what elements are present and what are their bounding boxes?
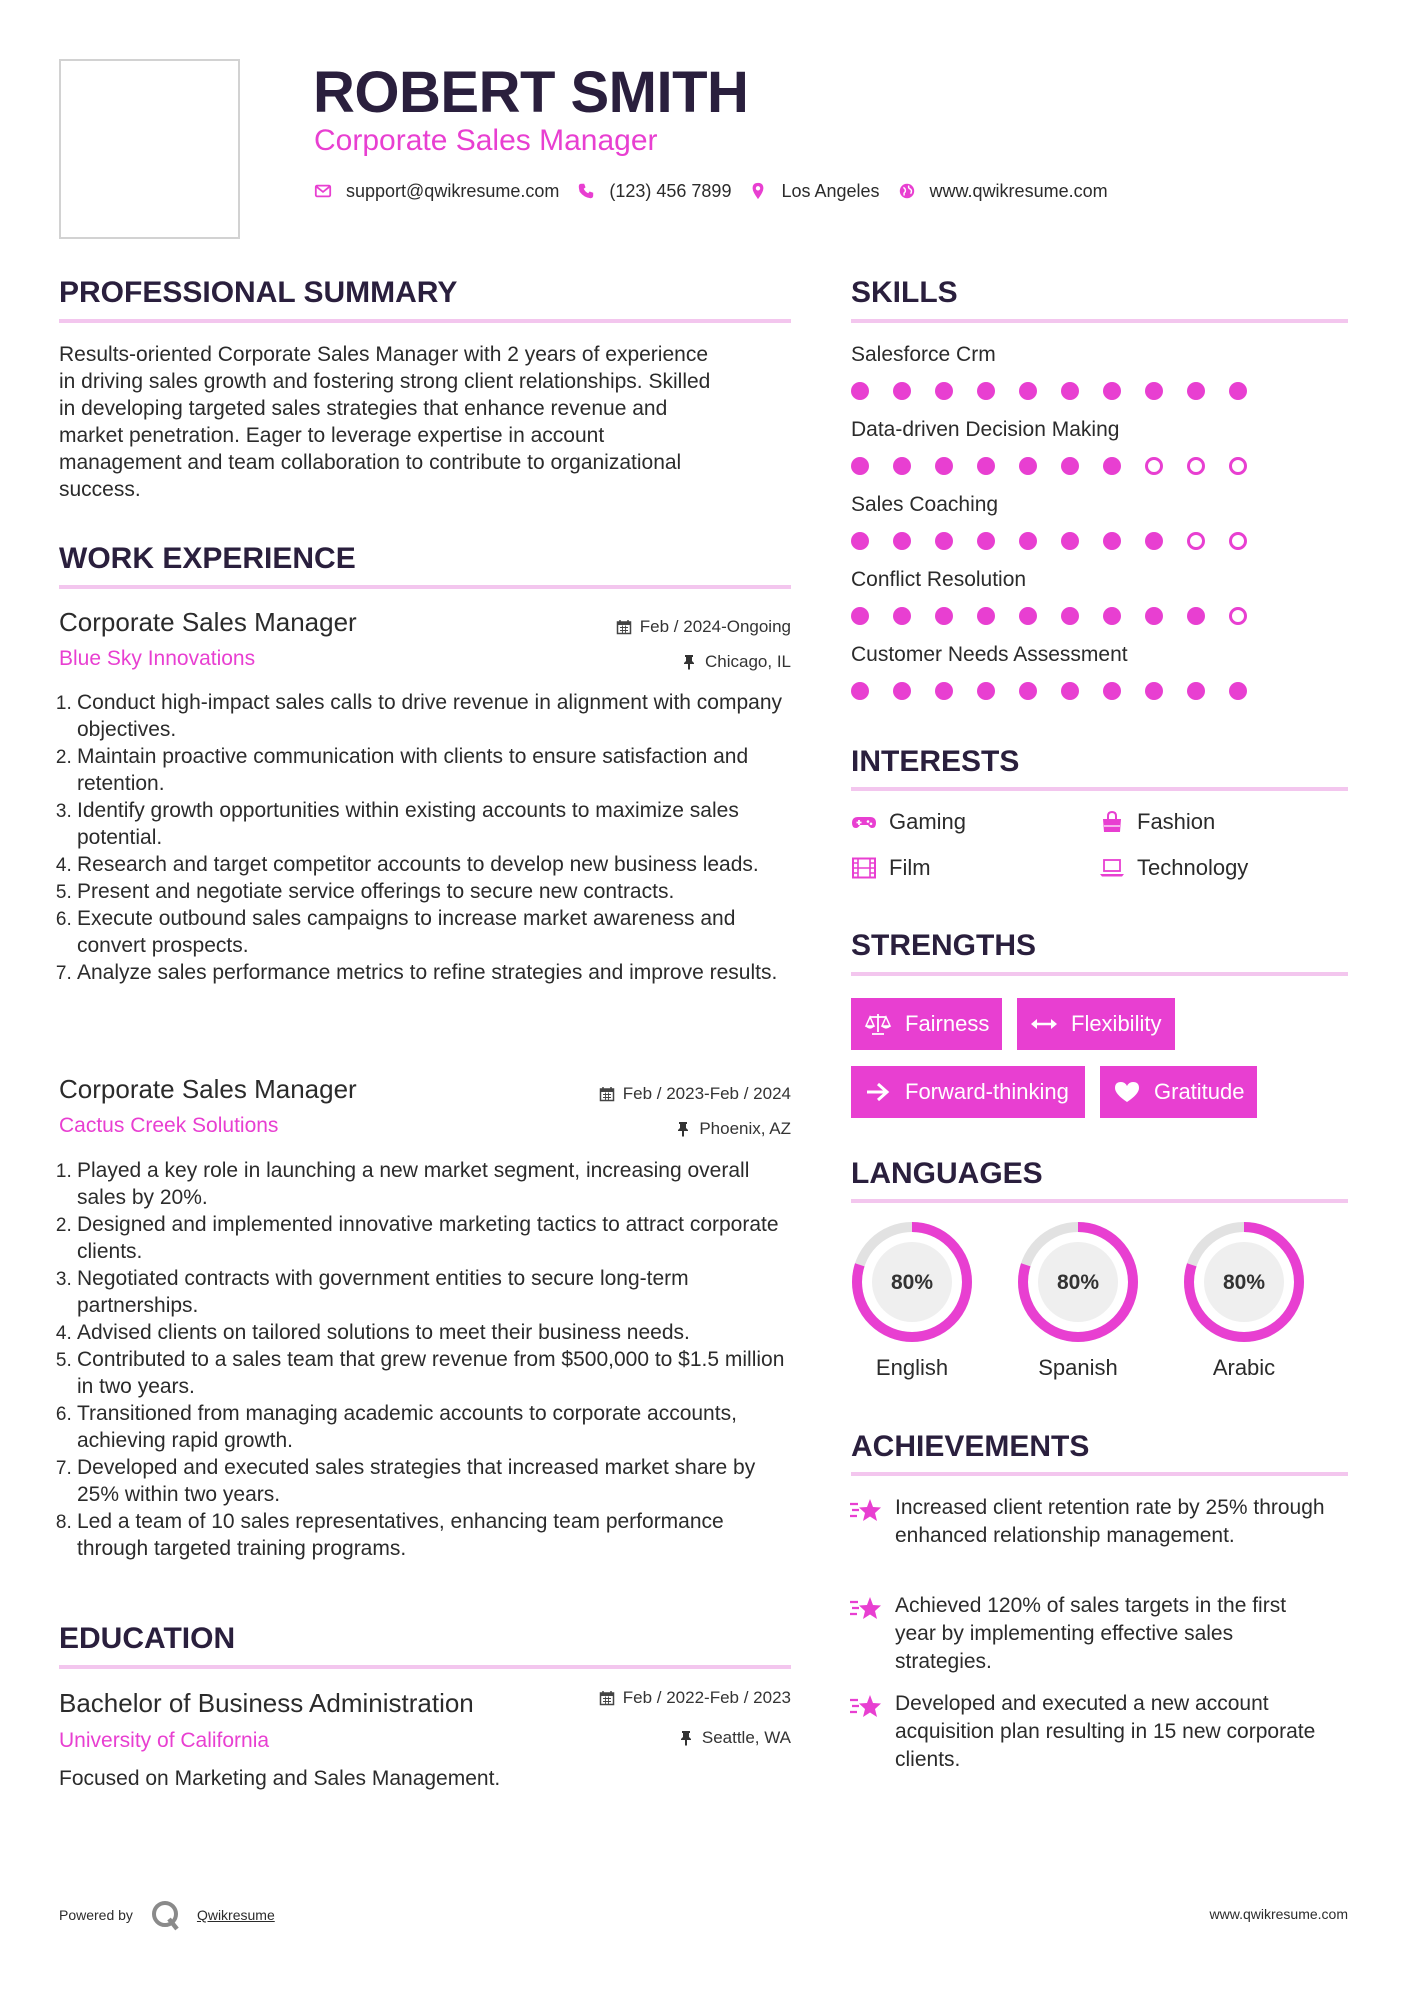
interest-item — [1099, 808, 1215, 836]
skill-dot-filled — [1145, 532, 1163, 550]
skill-dot-empty — [1229, 532, 1247, 550]
skill-dot-filled — [1103, 532, 1121, 550]
strength-label: Fairness — [905, 1011, 990, 1036]
contact-bar — [314, 178, 1126, 204]
skill-dot-filled — [1145, 607, 1163, 625]
list-item: 6. Transitioned from managing academic accounts to corporate accounts, achieving rapid growth. — [77, 1400, 799, 1454]
skill-name: Conflict Resolution — [851, 568, 1027, 591]
contact-location — [749, 181, 879, 202]
job-responsibilities — [59, 689, 799, 986]
candidate-name: ROBERT SMITH — [313, 60, 749, 125]
interest-item — [851, 808, 966, 836]
summary-line: success. — [59, 478, 141, 501]
summary-divider — [59, 319, 791, 323]
skill-dot-filled — [935, 682, 953, 700]
skill-dot-filled — [1061, 457, 1079, 475]
qwikresume-logo-icon — [149, 1898, 183, 1932]
achievement-text: Increased client retention rate by 25% through enhanced relationship management. — [895, 1496, 1325, 1547]
strengths-divider — [851, 972, 1348, 976]
summary-line: management and team collaboration to contribute to organizational — [59, 451, 682, 474]
calendar-icon — [616, 619, 632, 635]
ring-percent-label: 80% — [1056, 1271, 1100, 1294]
email-text: support@qwikresume.com — [346, 180, 560, 201]
list-item: 2. Designed and implemented innovative marketing tactics to attract corporate clients. — [77, 1211, 799, 1265]
language-name: Spanish — [1038, 1355, 1118, 1380]
languages-heading: LANGUAGES — [851, 1157, 1043, 1190]
job-responsibilities — [59, 1157, 799, 1562]
skill-rating — [851, 606, 1347, 626]
list-item: 3. Negotiated contracts with government entities to secure long-term partnerships. — [77, 1265, 799, 1319]
phone-icon — [577, 182, 595, 200]
interests-divider — [851, 787, 1348, 791]
summary-line: Results-oriented Corporate Sales Manager with 2 years of experience — [59, 343, 709, 366]
skill-dot-filled — [1061, 607, 1079, 625]
skill-rating — [851, 381, 1347, 401]
strength-badge — [851, 998, 1002, 1050]
job-location — [675, 1118, 791, 1140]
balance-scale-icon — [863, 1012, 893, 1036]
list-item: 1. Conduct high-impact sales calls to drive revenue in alignment with company objectives. — [77, 689, 799, 743]
strength-badge — [1017, 998, 1175, 1050]
job-date-text: Feb / 2023-Feb / 2024 — [622, 1084, 791, 1103]
strengths-heading: STRENGTHS — [851, 929, 1037, 962]
skill-dot-filled — [977, 457, 995, 475]
education-location — [678, 1727, 791, 1749]
experience-heading: WORK EXPERIENCE — [59, 542, 356, 575]
skill-dot-filled — [1019, 607, 1037, 625]
list-item: 4. Advised clients on tailored solutions to meet their business needs. — [77, 1319, 799, 1346]
summary-line: in developing targeted sales strategies that enhance revenue and — [59, 397, 668, 420]
arrows-horizontal-icon — [1029, 1012, 1059, 1036]
skill-dot-filled — [1019, 682, 1037, 700]
strength-label: Flexibility — [1071, 1011, 1162, 1036]
list-item: 8. Led a team of 10 sales representatives, enhancing team performance through targeted training programs. — [77, 1508, 799, 1562]
skill-dot-filled — [1019, 532, 1037, 550]
skill-dot-filled — [977, 607, 995, 625]
arrow-right-icon — [863, 1080, 893, 1104]
shooting-star-icon — [849, 1594, 883, 1624]
skill-dot-filled — [851, 382, 869, 400]
gamepad-icon — [851, 811, 877, 833]
skill-dot-filled — [935, 382, 953, 400]
skill-dot-filled — [893, 682, 911, 700]
skill-dot-filled — [1019, 382, 1037, 400]
website-text: www.qwikresume.com — [929, 180, 1108, 201]
skill-dot-filled — [977, 532, 995, 550]
skill-dot-filled — [1145, 382, 1163, 400]
list-item: 7. Analyze sales performance metrics to refine strategies and improve results. — [77, 959, 799, 986]
skill-dot-filled — [1061, 532, 1079, 550]
contact-website[interactable] — [898, 181, 1108, 202]
skill-dot-filled — [1229, 382, 1247, 400]
powered-by-text: Powered by — [59, 1907, 133, 1923]
film-icon — [851, 857, 877, 879]
strength-badge — [1100, 1066, 1257, 1118]
skill-dot-filled — [1103, 382, 1121, 400]
calendar-icon — [599, 1086, 615, 1102]
skill-dot-filled — [1187, 607, 1205, 625]
skill-dot-filled — [893, 382, 911, 400]
achievements-divider — [851, 1472, 1348, 1476]
shopping-bag-icon — [1099, 811, 1125, 833]
language-name: Arabic — [1212, 1355, 1276, 1380]
brand-link[interactable]: Qwikresume — [196, 1907, 275, 1923]
list-item: 6. Execute outbound sales campaigns to increase market awareness and convert prospects. — [77, 905, 799, 959]
education-heading: EDUCATION — [59, 1622, 236, 1655]
map-pin-icon — [749, 182, 767, 200]
pushpin-icon — [681, 654, 697, 670]
job-title: Corporate Sales Manager — [59, 1074, 357, 1104]
skill-dot-filled — [935, 532, 953, 550]
summary-heading: PROFESSIONAL SUMMARY — [59, 276, 458, 309]
interests-heading: INTERESTS — [851, 745, 1020, 778]
skill-rating — [851, 531, 1347, 551]
location-text: Los Angeles — [781, 180, 880, 201]
job-date-text: Feb / 2024-Ongoing — [639, 617, 791, 636]
language-ring-arabic — [1181, 1219, 1307, 1345]
achievement-text: Developed and executed a new account acquisition plan resulting in 15 new corporate clients. — [895, 1692, 1316, 1771]
pushpin-icon — [675, 1121, 691, 1137]
languages-divider — [851, 1199, 1348, 1203]
education-description: Focused on Marketing and Sales Management. — [59, 1767, 501, 1790]
summary-text — [59, 341, 799, 503]
interest-item — [1099, 854, 1248, 882]
skill-dot-filled — [1103, 607, 1121, 625]
skill-dot-filled — [851, 457, 869, 475]
language-name: English — [875, 1355, 949, 1380]
skill-dot-filled — [893, 457, 911, 475]
skill-dot-filled — [1103, 457, 1121, 475]
skill-dot-filled — [1187, 682, 1205, 700]
interest-item — [851, 854, 931, 882]
interest-label: Technology — [1137, 855, 1249, 880]
achievement-item — [849, 1690, 1329, 1774]
skill-dot-empty — [1229, 457, 1247, 475]
skill-dot-filled — [977, 382, 995, 400]
company-name: Cactus Creek Solutions — [59, 1114, 279, 1137]
skill-dot-filled — [1019, 457, 1037, 475]
skills-divider — [851, 319, 1348, 323]
footer-url[interactable]: www.qwikresume.com — [1209, 1906, 1348, 1922]
strength-label: Forward-thinking — [905, 1079, 1069, 1104]
envelope-icon — [314, 182, 332, 200]
job-location-text: Chicago, IL — [705, 652, 791, 671]
school-name: University of California — [59, 1729, 270, 1752]
list-item: 1. Played a key role in launching a new market segment, increasing overall sales by 20%. — [77, 1157, 799, 1211]
achievements-heading: ACHIEVEMENTS — [851, 1430, 1090, 1463]
skill-dot-filled — [977, 682, 995, 700]
skill-rating — [851, 681, 1347, 701]
degree-title: Bachelor of Business Administration — [59, 1688, 474, 1718]
skill-dot-filled — [893, 607, 911, 625]
contact-email[interactable] — [314, 181, 559, 202]
summary-line: market penetration. Eager to leverage expertise in account — [59, 424, 605, 447]
ring-percent-label: 80% — [890, 1271, 934, 1294]
shooting-star-icon — [849, 1496, 883, 1526]
list-item: 5. Present and negotiate service offerings to secure new contracts. — [77, 878, 799, 905]
achievement-item — [849, 1592, 1329, 1676]
education-divider — [59, 1665, 791, 1669]
skill-dot-empty — [1187, 532, 1205, 550]
skill-dot-filled — [893, 532, 911, 550]
candidate-title: Corporate Sales Manager — [314, 124, 658, 157]
skills-heading: SKILLS — [851, 276, 958, 309]
calendar-icon — [599, 1690, 615, 1706]
list-item: 4. Research and target competitor accounts to develop new business leads. — [77, 851, 799, 878]
job-location — [681, 651, 791, 673]
skill-dot-filled — [935, 457, 953, 475]
shooting-star-icon — [849, 1692, 883, 1722]
list-item: 3. Identify growth opportunities within existing accounts to maximize sales potential. — [77, 797, 799, 851]
skill-dot-empty — [1229, 607, 1247, 625]
skill-name: Sales Coaching — [851, 493, 999, 516]
interest-label: Film — [889, 855, 931, 880]
skill-name: Data-driven Decision Making — [851, 418, 1120, 441]
job-date — [599, 1083, 791, 1105]
achievement-text: Achieved 120% of sales targets in the first year by implementing effective sales strategies. — [895, 1594, 1287, 1673]
profile-photo — [59, 59, 240, 239]
skill-dot-filled — [935, 607, 953, 625]
education-date — [599, 1687, 791, 1709]
phone-text: (123) 456 7899 — [609, 180, 732, 201]
skill-name: Customer Needs Assessment — [851, 643, 1128, 666]
list-item: 5. Contributed to a sales team that grew revenue from $500,000 to $1.5 million in two years. — [77, 1346, 799, 1400]
skill-dot-filled — [1187, 382, 1205, 400]
laptop-icon — [1099, 857, 1125, 879]
strength-label: Gratitude — [1154, 1079, 1245, 1104]
job-title: Corporate Sales Manager — [59, 607, 357, 637]
skill-rating — [851, 456, 1347, 476]
skill-dot-filled — [851, 607, 869, 625]
achievement-item — [849, 1494, 1329, 1550]
skill-dot-filled — [1145, 682, 1163, 700]
language-ring-spanish — [1015, 1219, 1141, 1345]
education-date-text: Feb / 2022-Feb / 2023 — [622, 1688, 791, 1707]
experience-divider — [59, 585, 791, 589]
skill-dot-filled — [1103, 682, 1121, 700]
skill-dot-filled — [1229, 682, 1247, 700]
pushpin-icon — [678, 1730, 694, 1746]
ring-percent-label: 80% — [1222, 1271, 1266, 1294]
job-date — [616, 616, 791, 638]
skill-dot-filled — [851, 682, 869, 700]
list-item: 7. Developed and executed sales strategies that increased market share by 25% within two years. — [77, 1454, 799, 1508]
skill-dot-filled — [1061, 682, 1079, 700]
strength-badge — [851, 1066, 1085, 1118]
globe-icon — [898, 182, 916, 200]
education-location-text: Seattle, WA — [701, 1728, 791, 1747]
language-ring-english — [849, 1219, 975, 1345]
skill-dot-filled — [1061, 382, 1079, 400]
list-item: 2. Maintain proactive communication with clients to ensure satisfaction and retention. — [77, 743, 799, 797]
company-name: Blue Sky Innovations — [59, 647, 256, 670]
contact-phone[interactable] — [577, 181, 731, 202]
summary-line: in driving sales growth and fostering strong client relationships. Skilled — [59, 370, 711, 393]
skill-dot-filled — [851, 532, 869, 550]
skill-name: Salesforce Crm — [851, 343, 996, 366]
skill-dot-empty — [1145, 457, 1163, 475]
interest-label: Gaming — [889, 809, 967, 834]
interest-label: Fashion — [1137, 809, 1216, 834]
job-location-text: Phoenix, AZ — [699, 1119, 791, 1138]
skill-dot-empty — [1187, 457, 1205, 475]
footer-powered-by — [59, 1898, 275, 1932]
heart-icon — [1112, 1080, 1142, 1104]
